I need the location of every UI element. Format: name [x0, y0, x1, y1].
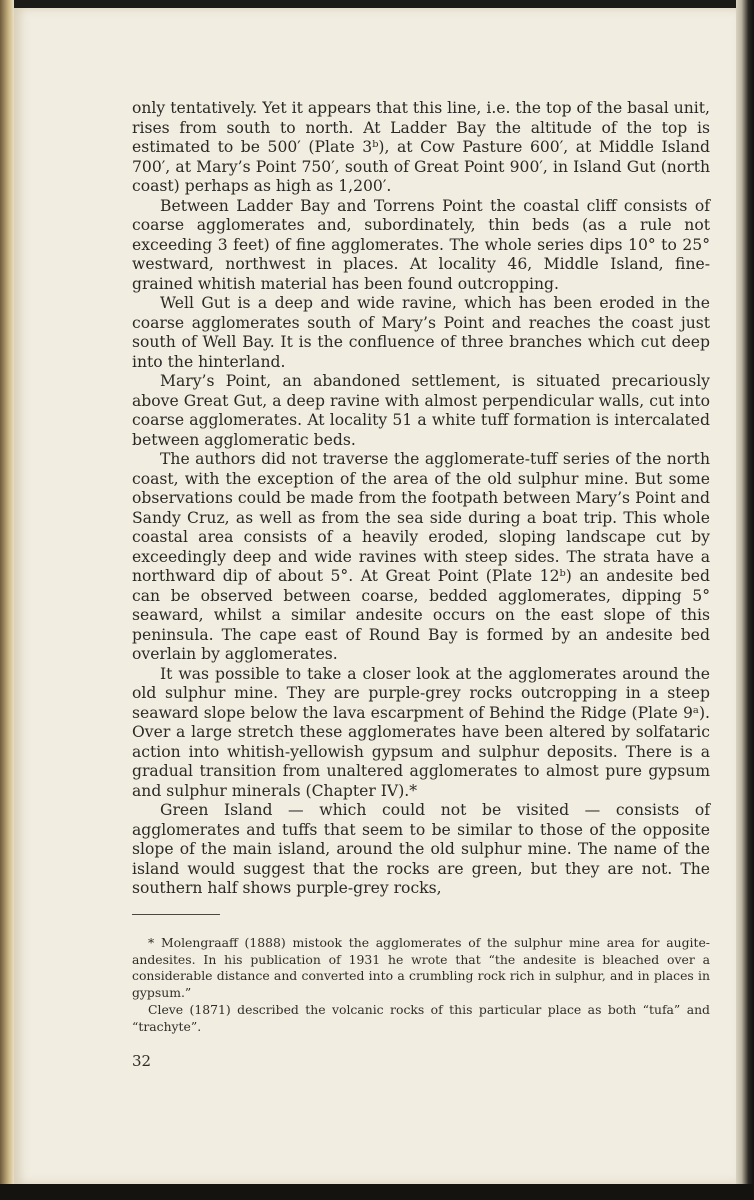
page-number: 32 [132, 1052, 152, 1070]
paragraph: The authors did not traverse the agglomerate-tuff series of the north coast, with the exception of the area of the old sulphur mine. But some observations could be made from the footpath between Mary’s Point and Sandy Cruz, as well as from the sea side during a boat trip. This whole coastal area consists of a heavily eroded, sloping landscape cut by exceedingly deep and wide ravines with steep sides. The strata have a northward dip of about 5°. At Great Point (Plate 12ᵇ) an andesite bed can be observed between coarse, bedded agglomerates, dipping 5° seaward, whilst a similar andesite occurs on the east slope of this peninsula. The cape east of Round Bay is formed by an andesite bed overlain by agglomerates. [132, 450, 710, 663]
paragraph: Well Gut is a deep and wide ravine, which has been eroded in the coarse agglomerates south of Mary’s Point and reaches the coast just south of Well Bay. It is the confluence of three branches which cut deep into the hinterland. [132, 294, 710, 371]
page-edge [736, 0, 754, 1200]
footnote: * Molengraaff (1888) mistook the agglomerates of the sulphur mine area for augite-andesites. In his publication of 1931 he wrote that “the andesite is bleached over a considerable distance and converted into a crumbling rock rich in sulphur, and in places in gypsum.” [132, 935, 710, 1000]
page-bottom-edge [0, 1184, 754, 1200]
footnote: Cleve (1871) described the volcanic rocks of this particular place as both “tufa” and “trachyte”. [132, 1002, 710, 1034]
paragraph: Between Ladder Bay and Torrens Point the coastal cliff consists of coarse agglomerates and, subordinately, thin beds (as a rule not exceeding 3 feet) of fine agglomerates. The whole series dips 10° to 25° westward, northwest in places. At locality 46, Middle Island, fine-grained whitish material has been found outcropping. [132, 196, 710, 293]
paragraph: Green Island — which could not be visited — consists of agglomerates and tuffs that seem to be similar to those of the opposite slope of the main island, around the old sulphur mine. The name of the island would suggest that the rocks are green, but they are not. The southern half shows purple-grey rocks, [132, 801, 710, 897]
paragraph: It was possible to take a closer look at the agglomerates around the old sulphur mine. They are purple-grey rocks outcropping in a steep seaward slope below the lava escarpment of Behind the Ridge (Plate 9ᵃ). Over a large stretch these agglomerates have been altered by solfataric action into whitish-yellowish gypsum and sulphur deposits. There is a gradual transition from unaltered agglomerates to almost pure gypsum and sulphur minerals (Chapter IV).* [132, 664, 710, 800]
footnote-rule [132, 914, 220, 915]
paragraph: only tentatively. Yet it appears that this line, i.e. the top of the basal unit, rises from south to north. At Ladder Bay the altitude of the top is estimated to be 500′ (Plate 3ᵇ), at Cow Pasture 600′, at Middle Island 700′, at Mary’s Point 750′, south of Great Point 900′, in Island Gut (north coast) perhaps as high as 1,200′. [132, 99, 710, 195]
paragraph: Mary’s Point, an abandoned settlement, is situated precariously above Great Gut, a deep ravine with almost perpendicular walls, cut into coarse agglomerates. At locality 51 a white tuff formation is intercalated between agglomeratic beds. [132, 372, 710, 449]
book-spine [0, 0, 14, 1200]
footnotes [132, 934, 710, 1035]
body-text [132, 99, 710, 899]
